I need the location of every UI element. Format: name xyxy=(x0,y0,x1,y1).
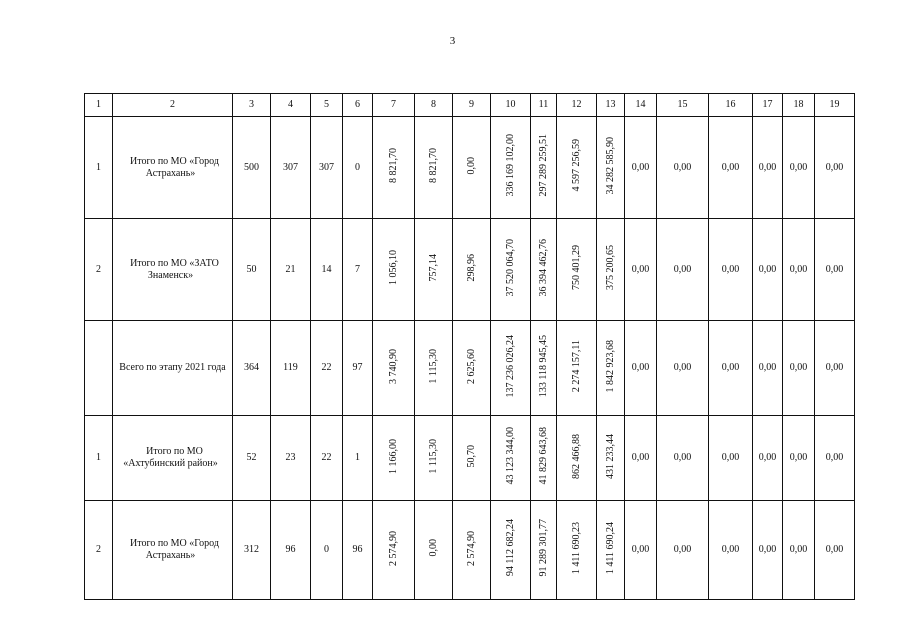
cell-value: 37 520 064,70 xyxy=(504,238,516,297)
table-cell xyxy=(373,501,415,600)
cell-value: 2 625,60 xyxy=(465,348,477,384)
cell-value: 4 597 256,59 xyxy=(570,139,582,192)
column-header: 12 xyxy=(557,94,597,117)
table-cell xyxy=(271,117,311,219)
cell-value: 1 166,00 xyxy=(387,438,399,474)
table-cell xyxy=(709,219,753,321)
column-header: 2 xyxy=(113,94,233,117)
cell-value: 50,70 xyxy=(465,444,477,468)
table-cell xyxy=(311,117,343,219)
table-cell xyxy=(85,117,113,219)
cell-value: 1 056,10 xyxy=(387,250,399,285)
table-cell xyxy=(783,321,815,416)
table-cell xyxy=(233,321,271,416)
row-name: Итого по МО «ЗАТО Знаменск» xyxy=(130,257,219,281)
cell-value: 0,00 xyxy=(825,362,844,373)
table-cell xyxy=(271,501,311,600)
cell-value: 0,00 xyxy=(721,161,740,173)
table-cell xyxy=(557,321,597,416)
table-cell xyxy=(233,117,271,219)
table-cell xyxy=(113,321,233,416)
table-cell xyxy=(657,416,709,501)
column-header: 14 xyxy=(625,94,657,117)
table-cell xyxy=(373,416,415,501)
table-cell xyxy=(815,501,855,600)
table-cell xyxy=(311,321,343,416)
table-cell xyxy=(271,416,311,501)
table-cell xyxy=(271,321,311,416)
cell-value: 1 411 690,24 xyxy=(604,521,616,575)
data-table xyxy=(84,93,855,600)
table-cell xyxy=(597,219,625,321)
cell-value: 0,00 xyxy=(673,452,692,463)
table-cell xyxy=(415,416,453,501)
table-cell xyxy=(343,219,373,321)
table-cell xyxy=(783,117,815,219)
table-cell xyxy=(531,321,557,416)
table-cell xyxy=(85,219,113,321)
table-cell xyxy=(491,219,531,321)
table-cell xyxy=(783,219,815,321)
cell-value: 2 xyxy=(96,263,101,275)
column-header: 17 xyxy=(753,94,783,117)
table-cell xyxy=(113,117,233,219)
cell-value: 0,00 xyxy=(721,452,740,463)
table-header-row xyxy=(85,94,855,117)
table-cell xyxy=(453,501,491,600)
table-cell xyxy=(753,501,783,600)
cell-value: 0,00 xyxy=(673,263,692,275)
table-cell xyxy=(657,321,709,416)
table-cell xyxy=(491,416,531,501)
row-name: Всего по этапу 2021 года xyxy=(119,362,226,373)
table-cell xyxy=(311,416,343,501)
cell-value: 0,00 xyxy=(673,544,692,555)
cell-value: 0,00 xyxy=(721,362,740,373)
column-header: 3 xyxy=(233,94,271,117)
cell-value: 137 236 026,24 xyxy=(504,334,516,398)
cell-value: 0,00 xyxy=(758,263,777,275)
table-cell xyxy=(557,117,597,219)
cell-value: 1 xyxy=(96,452,101,463)
table-cell xyxy=(531,416,557,501)
table-cell xyxy=(657,117,709,219)
cell-value: 2 274 157,11 xyxy=(570,339,582,393)
cell-value: 0,00 xyxy=(789,263,808,275)
cell-value: 1 842 923,68 xyxy=(604,339,616,393)
cell-value: 336 169 102,00 xyxy=(504,134,516,197)
table-cell xyxy=(709,501,753,600)
cell-value: 0,00 xyxy=(673,161,692,173)
cell-value: 0,00 xyxy=(631,263,650,275)
table-cell xyxy=(597,501,625,600)
table-cell xyxy=(271,219,311,321)
cell-value: 298,96 xyxy=(465,253,477,282)
cell-value: 0,00 xyxy=(789,161,808,173)
cell-value: 43 123 344,00 xyxy=(504,427,516,485)
row-name: Итого по МО «Город Астрахань» xyxy=(130,155,219,179)
row-name: Итого по МО «Город Астрахань» xyxy=(130,538,219,561)
cell-value: 0,00 xyxy=(673,362,692,373)
cell-value: 96 xyxy=(285,544,296,555)
column-header: 18 xyxy=(783,94,815,117)
cell-value: 96 xyxy=(352,544,363,555)
cell-value: 23 xyxy=(285,452,296,463)
cell-value: 0,00 xyxy=(825,544,844,555)
cell-value: 34 282 585,90 xyxy=(604,136,616,195)
cell-value: 133 118 945,45 xyxy=(537,334,549,398)
table-cell xyxy=(709,416,753,501)
table-cell xyxy=(709,321,753,416)
table-cell xyxy=(657,219,709,321)
table-cell xyxy=(815,219,855,321)
table-cell xyxy=(415,219,453,321)
table-cell xyxy=(453,416,491,501)
cell-value: 7 xyxy=(355,263,360,275)
cell-value: 0,00 xyxy=(789,362,808,373)
column-header: 11 xyxy=(531,94,557,117)
cell-value: 0,00 xyxy=(789,544,808,555)
table-cell xyxy=(597,321,625,416)
table-cell xyxy=(415,117,453,219)
cell-value: 1 xyxy=(96,161,101,173)
cell-value: 312 xyxy=(244,544,259,555)
cell-value: 0,00 xyxy=(631,161,650,173)
column-header: 10 xyxy=(491,94,531,117)
table-cell xyxy=(233,219,271,321)
column-header: 19 xyxy=(815,94,855,117)
column-header: 9 xyxy=(453,94,491,117)
cell-value: 1 115,30 xyxy=(427,348,439,384)
cell-value: 119 xyxy=(283,362,298,373)
cell-value: 0,00 xyxy=(758,362,777,373)
table-cell xyxy=(557,219,597,321)
table-cell xyxy=(597,416,625,501)
table-cell xyxy=(373,219,415,321)
cell-value: 97 xyxy=(352,362,363,373)
cell-value: 1 xyxy=(355,452,360,463)
cell-value: 0,00 xyxy=(758,544,777,555)
cell-value: 1 115,30 xyxy=(427,438,439,474)
column-header: 5 xyxy=(311,94,343,117)
cell-value: 52 xyxy=(246,452,257,463)
table-cell xyxy=(343,501,373,600)
table-cell xyxy=(113,219,233,321)
table-cell xyxy=(597,117,625,219)
column-header: 16 xyxy=(709,94,753,117)
cell-value: 307 xyxy=(283,161,298,173)
table-cell xyxy=(815,416,855,501)
cell-value: 0,00 xyxy=(758,452,777,463)
table-cell xyxy=(531,219,557,321)
column-header: 15 xyxy=(657,94,709,117)
column-header: 7 xyxy=(373,94,415,117)
cell-value: 757,14 xyxy=(427,253,439,282)
cell-value: 0,00 xyxy=(427,539,439,557)
table-cell xyxy=(373,321,415,416)
cell-value: 21 xyxy=(285,263,296,275)
table-cell xyxy=(783,501,815,600)
table-cell xyxy=(625,219,657,321)
cell-value: 14 xyxy=(321,263,332,275)
table-cell xyxy=(85,501,113,600)
table-cell xyxy=(453,117,491,219)
table-cell xyxy=(415,501,453,600)
cell-value: 36 394 462,76 xyxy=(537,238,549,297)
table-cell xyxy=(753,416,783,501)
table-cell xyxy=(453,219,491,321)
cell-value: 41 829 643,68 xyxy=(537,427,549,485)
column-header: 1 xyxy=(85,94,113,117)
cell-value: 50 xyxy=(246,263,257,275)
cell-value: 431 233,44 xyxy=(604,433,616,479)
table-cell xyxy=(625,416,657,501)
column-header: 13 xyxy=(597,94,625,117)
table-cell xyxy=(343,117,373,219)
column-header: 4 xyxy=(271,94,311,117)
table-cell xyxy=(753,219,783,321)
row-name: Итого по МО «Ахтубинский район» xyxy=(123,446,218,469)
cell-value: 364 xyxy=(244,362,259,373)
cell-value: 0,00 xyxy=(825,161,844,173)
table-cell xyxy=(233,416,271,501)
column-header: 6 xyxy=(343,94,373,117)
table-row xyxy=(85,117,855,219)
cell-value: 0,00 xyxy=(825,263,844,275)
cell-value: 750 401,29 xyxy=(570,245,582,290)
column-header: 8 xyxy=(415,94,453,117)
table-cell xyxy=(815,117,855,219)
table-cell xyxy=(491,321,531,416)
table-cell xyxy=(753,321,783,416)
cell-value: 2 574,90 xyxy=(387,530,399,566)
table-cell xyxy=(557,416,597,501)
table-cell xyxy=(233,501,271,600)
cell-value: 0,00 xyxy=(721,544,740,555)
cell-value: 862 466,88 xyxy=(570,433,582,479)
cell-value: 0,00 xyxy=(631,452,650,463)
table-cell xyxy=(343,416,373,501)
table-cell xyxy=(491,117,531,219)
table-cell xyxy=(753,117,783,219)
table-cell xyxy=(491,501,531,600)
table-row xyxy=(85,321,855,416)
table-cell xyxy=(415,321,453,416)
cell-value: 0 xyxy=(324,544,329,555)
cell-value: 0,00 xyxy=(758,161,777,173)
cell-value: 0,00 xyxy=(631,362,650,373)
cell-value: 297 289 259,51 xyxy=(537,134,549,197)
cell-value: 375 200,65 xyxy=(604,245,616,290)
page-number: 3 xyxy=(449,35,456,47)
table-row xyxy=(85,219,855,321)
table-cell xyxy=(557,501,597,600)
cell-value: 0 xyxy=(355,161,360,173)
table-cell xyxy=(85,416,113,501)
table-cell xyxy=(311,501,343,600)
table-cell xyxy=(657,501,709,600)
table-cell xyxy=(531,501,557,600)
table-cell xyxy=(625,321,657,416)
cell-value: 0,00 xyxy=(721,263,740,275)
cell-value: 22 xyxy=(321,362,332,373)
cell-value: 2 xyxy=(96,544,101,555)
cell-value: 2 574,90 xyxy=(465,530,477,566)
table-cell xyxy=(373,117,415,219)
cell-value: 91 289 301,77 xyxy=(537,519,549,577)
cell-value: 0,00 xyxy=(789,452,808,463)
table-row xyxy=(85,416,855,501)
cell-value: 307 xyxy=(319,161,334,173)
table-cell xyxy=(531,117,557,219)
cell-value: 0,00 xyxy=(631,544,650,555)
table-cell xyxy=(783,416,815,501)
table-cell xyxy=(625,501,657,600)
table-cell xyxy=(709,117,753,219)
table-cell xyxy=(453,321,491,416)
cell-value: 8 821,70 xyxy=(427,148,439,183)
cell-value: 22 xyxy=(321,452,332,463)
table-row xyxy=(85,501,855,600)
table-cell xyxy=(815,321,855,416)
table-cell xyxy=(343,321,373,416)
cell-value: 1 411 690,23 xyxy=(570,521,582,575)
cell-value: 3 740,90 xyxy=(387,348,399,384)
cell-value: 0,00 xyxy=(465,156,477,175)
table-cell xyxy=(113,501,233,600)
cell-value: 94 112 682,24 xyxy=(504,519,516,577)
cell-value: 0,00 xyxy=(825,452,844,463)
cell-value: 500 xyxy=(244,161,259,173)
cell-value: 8 821,70 xyxy=(387,148,399,183)
table-cell xyxy=(311,219,343,321)
table-cell xyxy=(625,117,657,219)
table-cell xyxy=(113,416,233,501)
table-cell xyxy=(85,321,113,416)
